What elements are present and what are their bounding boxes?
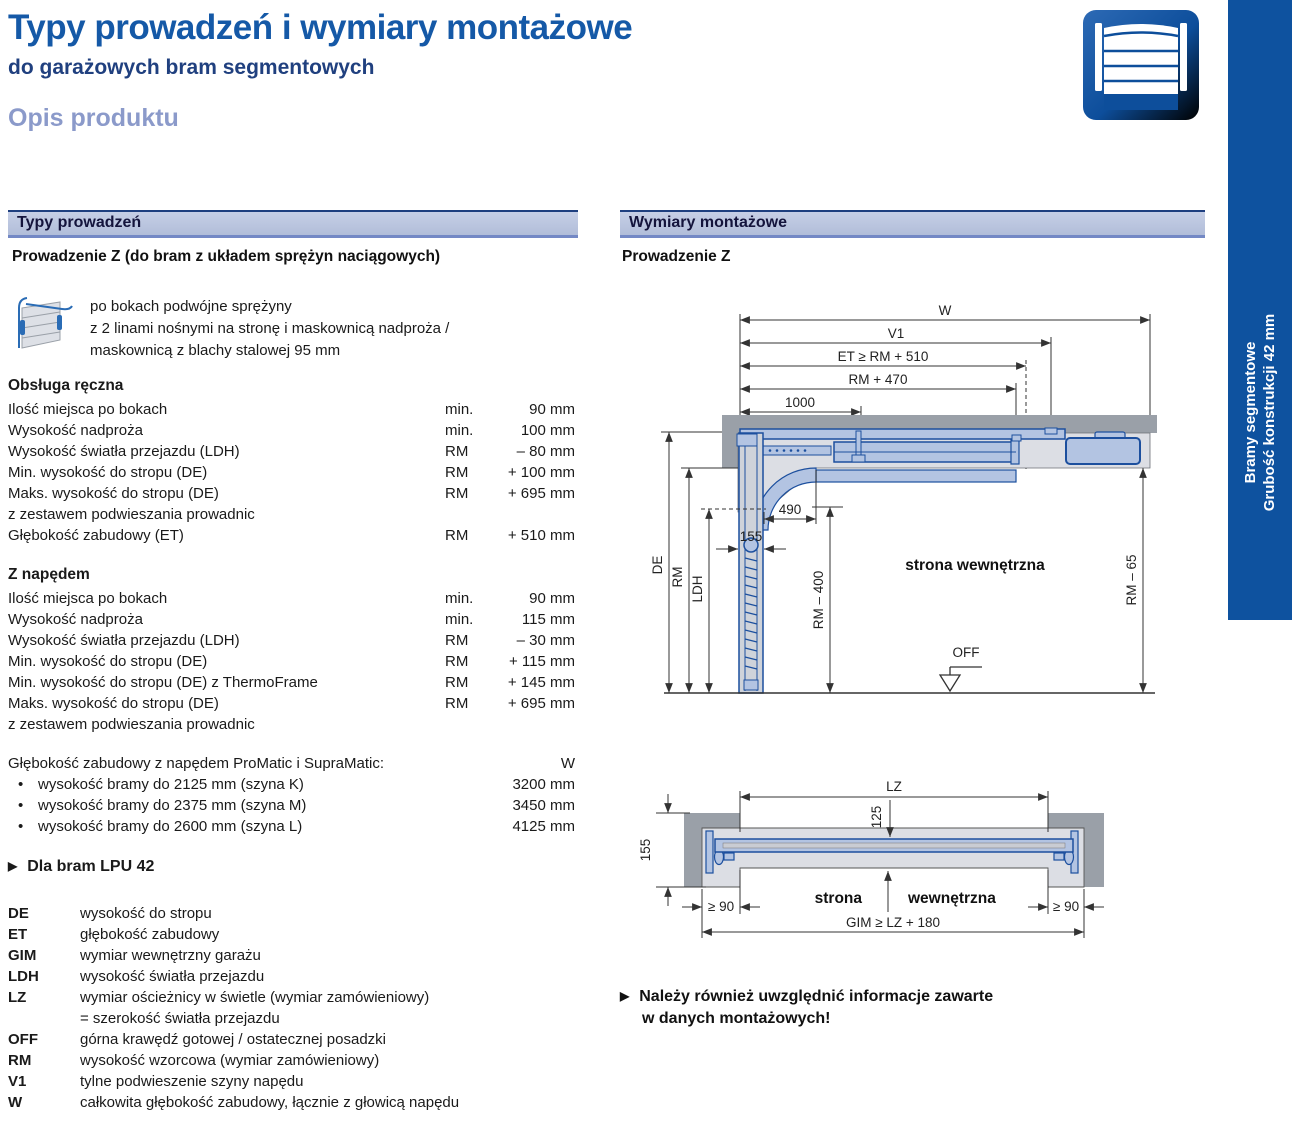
right-subheader: Prowadzenie Z [622, 248, 731, 265]
sectional-door-icon [1082, 6, 1200, 124]
lintel [722, 433, 738, 468]
edge-tab-text [1228, 0, 1292, 620]
page-subtitle: do garażowych bram segmentowych [8, 56, 375, 79]
dim-125: 125 [869, 805, 884, 829]
section-header-typy-prowadzen: Typy prowadzeń [8, 210, 578, 238]
plan-view-diagram [615, 760, 1200, 960]
bullet: • [18, 797, 24, 814]
section-header-wymiary-montazowe: Wymiary montażowe [620, 210, 1205, 238]
door-leaf [737, 433, 763, 693]
legend-row: ET głębokość zabudowy [8, 926, 220, 943]
powered-title: Z napędem [8, 566, 90, 583]
dim-ge90-left: ≥ 90 [707, 899, 735, 914]
table-row: Ilość miejsca po bokach min. 90 mm [8, 590, 575, 607]
dim-155: 155 [739, 529, 763, 544]
frame-assembly [702, 828, 1084, 887]
bullet: • [18, 818, 24, 835]
dim-1000: 1000 [784, 395, 816, 410]
inner-side-label-left: strona [814, 890, 862, 907]
edge-tab-line1: Bramy segmentowe [1242, 341, 1259, 484]
legend-row: GIM wymiar wewnętrzny garażu [8, 947, 261, 964]
drive-depth-header: Głębokość zabudowy z napędem ProMatic i SupraMatic: W [8, 755, 575, 772]
edge-tab-line2: Grubość konstrukcji 42 mm [1261, 313, 1278, 512]
legend-row: W całkowita głębokość zabudowy, łącznie z głowicą napędu [8, 1094, 460, 1111]
drive-depth-row: • wysokość bramy do 2375 mm (szyna M) 3450 mm [18, 797, 575, 814]
table-row: Min. wysokość do stropu (DE) RM + 100 mm [8, 464, 575, 481]
triangle-marker-icon: ▶ [8, 859, 18, 873]
manual-title: Obsługa ręczna [8, 377, 124, 394]
intro-line: po bokach podwójne sprężyny [90, 298, 292, 315]
dim-rm470: RM + 470 [848, 372, 908, 387]
dim-gim: GIM ≥ LZ + 180 [845, 915, 941, 930]
intro-line: maskownicą z blachy stalowej 95 mm [90, 342, 341, 359]
table-row: Wysokość światła przejazdu (LDH) RM – 30 mm [8, 632, 575, 649]
inner-side-label: strona wewnętrzna [905, 557, 1045, 574]
table-row: Głębokość zabudowy (ET) RM + 510 mm [8, 527, 575, 544]
table-row: Maks. wysokość do stropu (DE) RM + 695 mm [8, 695, 575, 712]
table-row-cont: z zestawem podwieszania prowadnic [8, 716, 255, 733]
dim-v1: V1 [887, 326, 905, 341]
dim-ldh: LDH [690, 575, 705, 603]
table-row: Maks. wysokość do stropu (DE) RM + 695 mm [8, 485, 575, 502]
for-doors-heading: ▶ Dla bram LPU 42 [8, 858, 155, 875]
table-row: Wysokość światła przejazdu (LDH) RM – 80 mm [8, 443, 575, 460]
legend-row: LZ wymiar ościeżnicy w świetle (wymiar zamówieniowy) [8, 989, 430, 1006]
dim-rm65: RM – 65 [1124, 554, 1139, 606]
dim-155-plan: 155 [638, 838, 653, 862]
side-view-diagram [615, 290, 1200, 760]
left-subheader: Prowadzenie Z (do bram z układem sprężyn naciągowych) [12, 248, 441, 265]
table-row-cont: z zestawem podwieszania prowadnic [8, 506, 255, 523]
dim-lz: LZ [886, 779, 902, 794]
off-label: OFF [952, 645, 980, 660]
legend-row: RM wysokość wzorcowa (wymiar zamówieniowy) [8, 1052, 380, 1069]
dim-ge90-right: ≥ 90 [1052, 899, 1080, 914]
drive-depth-row: • wysokość bramy do 2125 mm (szyna K) 3200 mm [18, 776, 575, 793]
table-row: Min. wysokość do stropu (DE) RM + 115 mm [8, 653, 575, 670]
table-row: Wysokość nadproża min. 115 mm [8, 611, 575, 628]
inner-side-label-right: wewnętrzna [908, 890, 996, 907]
table-row: Wysokość nadproża min. 100 mm [8, 422, 575, 439]
legend-row: DE wysokość do stropu [8, 905, 212, 922]
legend-row: LDH wysokość światła przejazdu [8, 968, 265, 985]
legend-row: V1 tylne podwieszenie szyny napędu [8, 1073, 304, 1090]
legend-row-cont: = szerokość światła przejazdu [80, 1010, 280, 1027]
drive-depth-row: • wysokość bramy do 2600 mm (szyna L) 4125 mm [18, 818, 575, 835]
dim-et: ET ≥ RM + 510 [837, 349, 929, 364]
legend-row: OFF górna krawędź gotowej / ostatecznej posadzki [8, 1031, 387, 1048]
dim-w: W [938, 303, 952, 318]
dim-de: DE [650, 555, 665, 575]
intro-line: z 2 linami nośnymi na stronę i maskownicą nadproża / [90, 320, 450, 337]
dim-490: 490 [778, 502, 802, 517]
triangle-marker-icon: ▶ [620, 989, 630, 1003]
floor-level-symbol [940, 667, 982, 691]
dim-rm: RM [670, 566, 685, 588]
section-label: Opis produktu [8, 104, 179, 132]
table-row: Min. wysokość do stropu (DE) z ThermoFrame RM + 145 mm [8, 674, 575, 691]
left-column [8, 0, 578, 1130]
table-row: Ilość miejsca po bokach min. 90 mm [8, 401, 575, 418]
note: ▶ Należy również uwzględnić informacje zawarte w danych montażowych! [620, 988, 994, 1027]
edge-tab [1228, 0, 1292, 620]
bullet: • [18, 776, 24, 793]
dim-rm400: RM – 400 [811, 570, 826, 630]
page-title: Typy prowadzeń i wymiary montażowe [8, 8, 633, 47]
